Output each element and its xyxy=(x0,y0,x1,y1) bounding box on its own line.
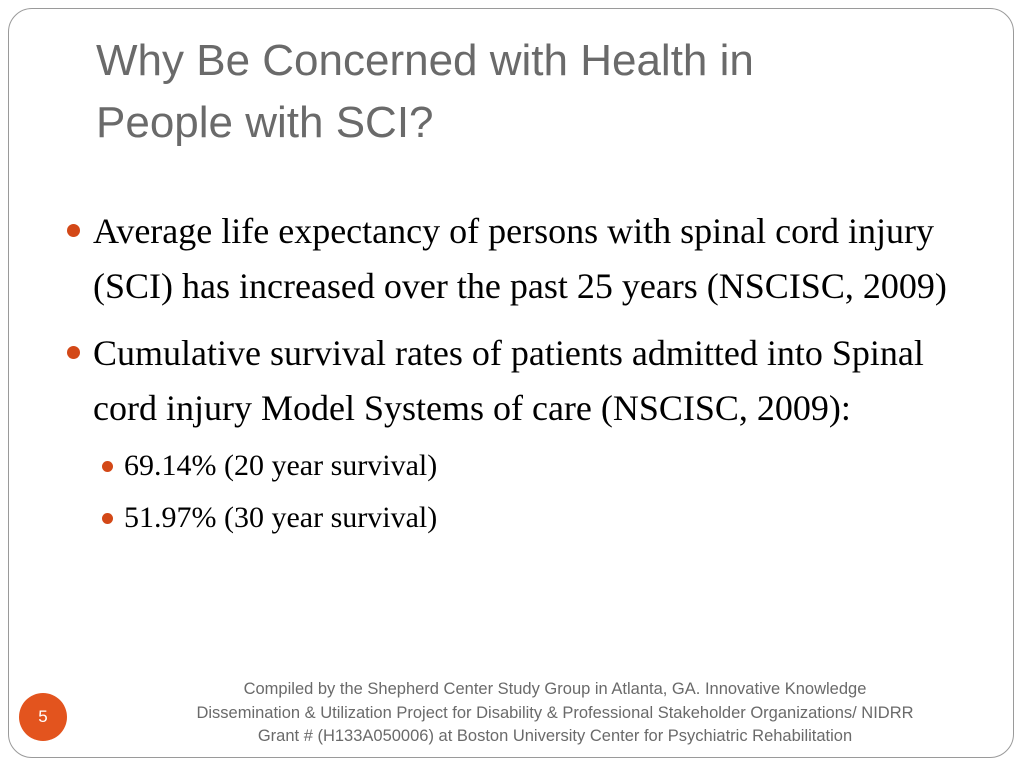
bullet-dot-icon xyxy=(67,346,80,359)
footer-line-2: Dissemination & Utilization Project for Disability & Professional Stakeholder Organizations/ NIDRR xyxy=(196,703,914,722)
bullet-text: Cumulative survival rates of patients admitted into Spinal cord injury Model Systems of care (NSCISC, 2009): xyxy=(93,333,924,428)
sub-bullet-text: 69.14% (20 year survival) xyxy=(124,449,438,482)
bullet-text: Average life expectancy of persons with spinal cord injury (SCI) has increased over the past 25 years (NSCISC, 2009) xyxy=(93,211,947,306)
footer-line-3: Grant # (H133A050006) at Boston University Center for Psychiatric Rehabilitation xyxy=(257,727,853,745)
slide-footer xyxy=(110,678,1000,749)
sub-bullet-30-year xyxy=(60,492,960,544)
slide-content xyxy=(60,204,960,544)
sub-bullet-text: 51.97% (30 year survival) xyxy=(124,501,438,534)
bullet-dot-icon xyxy=(67,224,80,237)
page-number-badge: 5 xyxy=(19,693,67,741)
sub-bullet-20-year xyxy=(60,440,960,492)
sub-bullet-list xyxy=(60,440,960,544)
bullet-life-expectancy xyxy=(60,204,960,314)
footer-line-1: Compiled by the Shepherd Center Study Group in Atlanta, GA. Innovative Knowledge xyxy=(243,680,867,698)
title-line-1: Why Be Concerned with Health in xyxy=(96,36,754,85)
title-line-2: People with SCI? xyxy=(96,98,434,147)
slide-title xyxy=(96,30,916,154)
sub-bullet-dot-icon xyxy=(102,461,113,472)
bullet-survival-rates xyxy=(60,326,960,436)
sub-bullet-dot-icon xyxy=(102,513,113,524)
